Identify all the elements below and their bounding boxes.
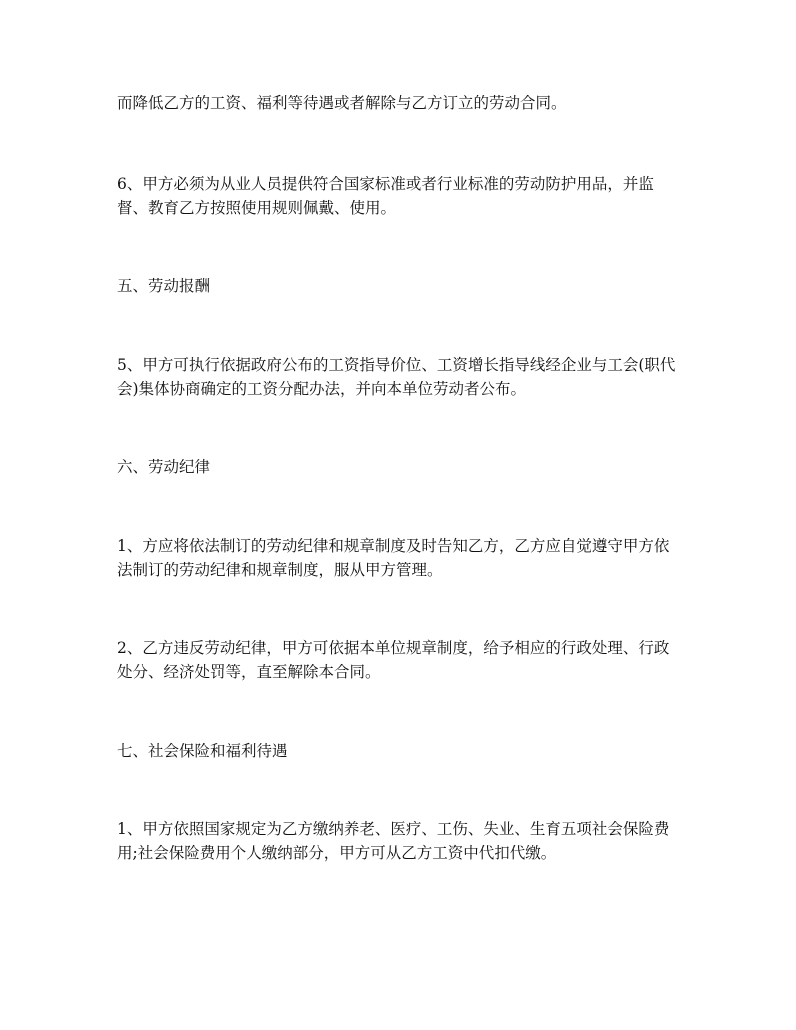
paragraph-line: 法制订的劳动纪律和规章制度，服从甲方管理。 [117,561,443,579]
body-paragraph [117,817,757,865]
paragraph-line: 1、甲方依照国家规定为乙方缴纳养老、医疗、工伤、失业、生育五项社会保险费 [117,820,670,838]
paragraph-line: 6、甲方必须为从业人员提供符合国家标准或者行业标准的劳动防护用品，并监 [117,175,654,193]
paragraph-line: 5、甲方可执行依据政府公布的工资指导价位、工资增长指导线经企业与工会(职代 [117,356,676,374]
body-paragraph [117,172,757,220]
section-heading [117,274,757,298]
section-heading-text: 六、劳动纪律 [117,458,211,476]
section-heading-text: 七、社会保险和福利待遇 [117,742,288,760]
body-paragraph [117,534,757,582]
section-heading [117,739,757,763]
section-heading-text: 五、劳动报酬 [117,277,211,295]
paragraph-line: 而降低乙方的工资、福利等待遇或者解除与乙方订立的劳动合同。 [117,94,567,112]
body-paragraph [117,353,757,401]
paragraph-line: 会)集体协商确定的工资分配办法，并向本单位劳动者公布。 [117,380,527,398]
paragraph-line: 2、乙方违反劳动纪律，甲方可依据本单位规章制度，给予相应的行政处理、行政 [117,639,670,657]
body-paragraph [117,91,757,115]
paragraph-line: 用;社会保险费用个人缴纳部分，甲方可从乙方工资中代扣代缴。 [117,844,557,862]
body-paragraph [117,636,757,684]
section-heading [117,455,757,479]
paragraph-line: 1、方应将依法制订的劳动纪律和规章制度及时告知乙方，乙方应自觉遵守甲方依 [117,537,670,555]
paragraph-line: 督、教育乙方按照使用规则佩戴、使用。 [117,199,397,217]
paragraph-line: 处分、经济处罚等，直至解除本合同。 [117,663,381,681]
